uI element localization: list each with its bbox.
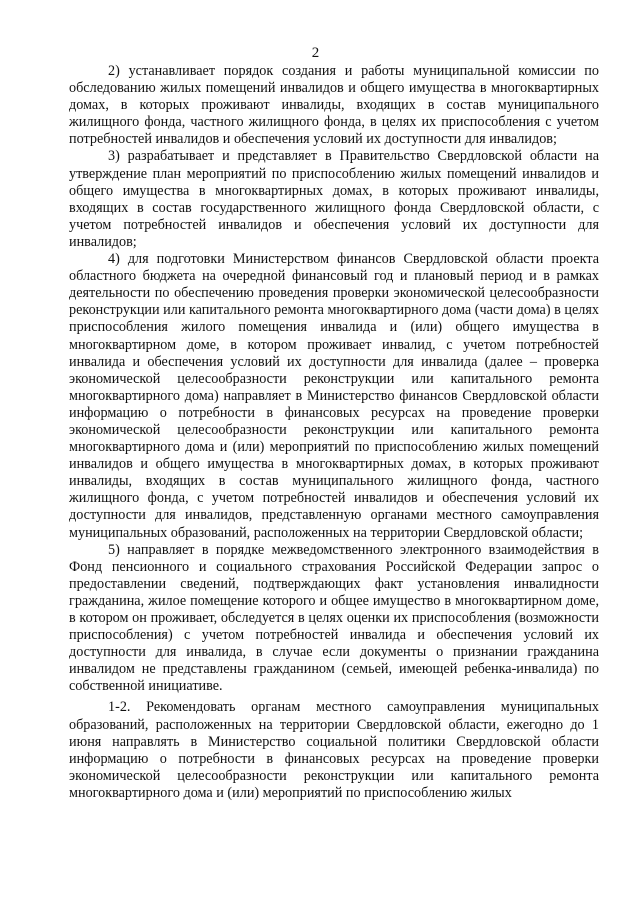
paragraph-clause-1-2: 1-2. Рекомендовать органам местного самоуправления муниципальных образований, расположенных на территории Свердловской области, ежегодно до 1 июня направлять в Министерство социальной политики Свердловской области информацию о потребности в финансовых ресурсах на проведение проверки экономической целесообразности реконструкции или капитального ремонта многоквартирного дома и (или) мероприятий по приспособлению жилых bbox=[69, 699, 599, 801]
paragraph-item-4: 4) для подготовки Министерством финансов Свердловской области проекта областного бюджета на очередной финансовый год и плановый период и в рамках деятельности по обеспечению проведения проверки экономической целесообразности реконструкции или капитального ремонта многоквартирного дома (части дома) в целях приспособления жилого помещения инвалида и (или) общего имущества в многоквартирном доме, в котором проживает инвалид, с учетом потребностей инвалида и обеспечения условий их доступности для инвалида (далее – проверка экономической целесообразности реконструкции или капитального ремонта многоквартирного дома) направляет в Министерство финансов Свердловской области информацию о потребности в финансовых ресурсах на проведение проверки экономической целесообразности реконструкции или капитального ремонта многоквартирного дома и (или) мероприятий по приспособлению жилых помещений инвалидов и общего имущества в многоквартирных домах, в которых проживают инвалиды, входящих в состав муниципального жилищного фонда, частного жилищного фонда, с учетом потребностей инвалидов и обеспечения условий их доступности для инвалидов, представленную органами местного самоуправления муниципальных образований, расположенных на территории Свердловской области; bbox=[69, 251, 599, 541]
paragraph-item-5: 5) направляет в порядке межведомственного электронного взаимодействия в Фонд пенсионного и социального страхования Российской Федерации запрос о предоставлении сведений, подтверждающих факт установления инвалидности гражданина, жилое помещение которого и общее имущество в многоквартирном доме, в котором он проживает, обследуется в целях оценки их приспособления (возможности приспособления) с учетом потребностей инвалида и обеспечения условий их доступности для инвалида, в случае если документы о признании гражданина инвалидом не представлены гражданином (семьей, имеющей ребенка-инвалида) по собственной инициативе. bbox=[69, 541, 599, 695]
document-body bbox=[69, 63, 599, 802]
page-number: 2 bbox=[311, 45, 320, 61]
paragraph-item-2: 2) устанавливает порядок создания и работы муниципальной комиссии по обследованию жилых помещений инвалидов и общего имущества в многоквартирных домах, в которых проживают инвалиды, входящих в состав муниципального жилищного фонда, частного жилищного фонда, в целях их приспособления с учетом потребностей инвалидов и обеспечения условий их доступности для инвалидов; bbox=[69, 63, 599, 148]
paragraph-item-3: 3) разрабатывает и представляет в Правительство Свердловской области на утверждение план мероприятий по приспособлению жилых помещений инвалидов и общего имущества в многоквартирных домах, в которых проживают инвалиды, входящих в состав государственного жилищного фонда Свердловской области, с учетом потребностей инвалидов и обеспечения условий их доступности для инвалидов; bbox=[69, 148, 599, 250]
